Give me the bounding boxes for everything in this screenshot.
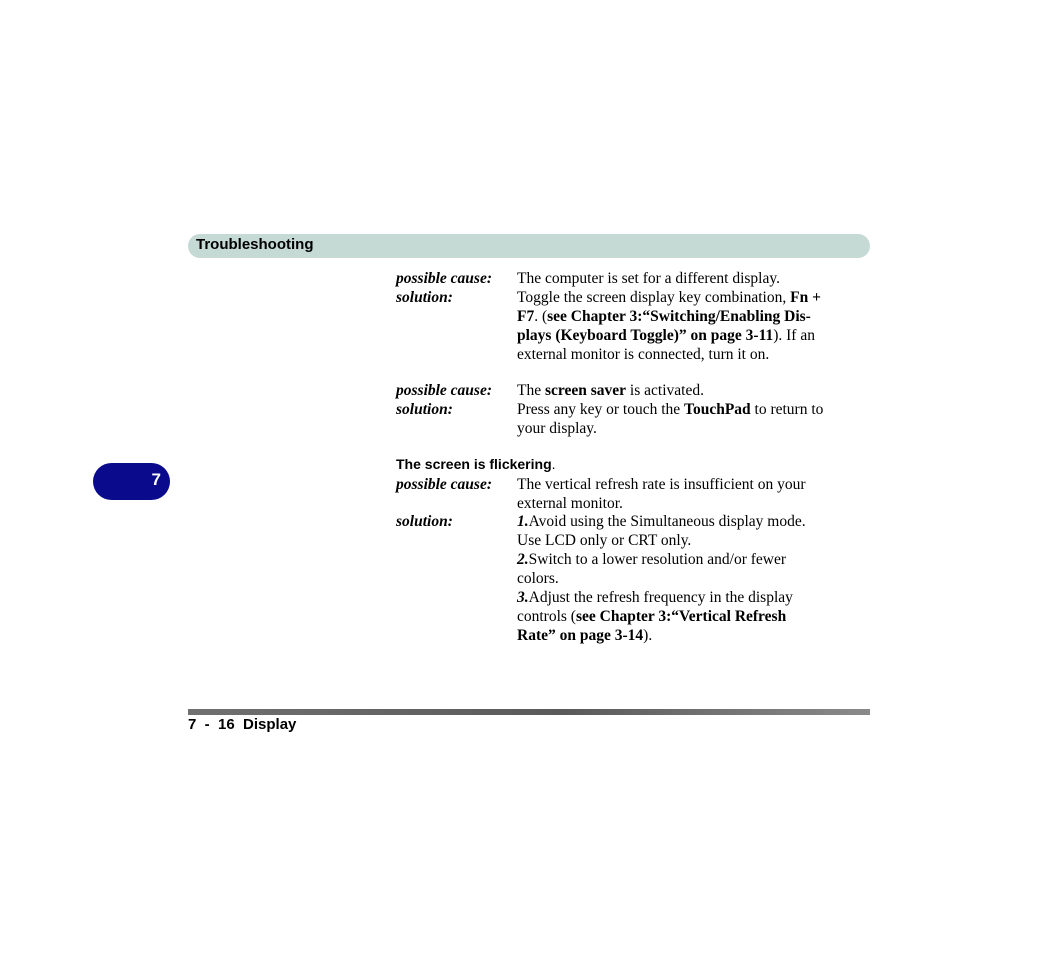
chapter-number: 7 [151, 470, 161, 489]
chapter-reference-link: see Chapter 3:“Switching/Enabling Dis- [547, 308, 811, 325]
solution-text: Press any key or touch the TouchPad to return to your display. [517, 401, 824, 437]
section-header-bar [188, 234, 870, 258]
solution-label: solution: [396, 289, 453, 306]
chapter-reference-link: see Chapter 3:“Vertical Refresh [575, 608, 787, 625]
cause-label: possible cause: [396, 382, 493, 399]
step-3: 3.Adjust the refresh frequency in the display [517, 589, 793, 606]
solution-label: solution: [396, 401, 453, 418]
section-title: Troubleshooting [196, 236, 314, 253]
solution-steps: 1.Avoid using the Simultaneous display mode. Use LCD only or CRT only. 2.Switch to a lower resolution and/or fewer colors. 3.Adjust the refresh frequency in the display controls (see Chapter 3:“Vertical Refresh Rate” on page 3-14). [517, 512, 837, 645]
chapter-tab [93, 463, 170, 500]
solution-label: solution: [396, 513, 453, 530]
step-1: 1.Avoid using the Simultaneous display mode. [517, 513, 806, 530]
cause-text: The vertical refresh rate is insufficient on your external monitor. [517, 476, 806, 512]
solution-text: Toggle the screen display key combination, Fn + F7. (see Chapter 3:“Switching/Enabling Dis- plays (Keyboard Toggle)” on page 3-11). If an external monitor is connected, turn it on. [517, 289, 821, 363]
cause-text: The computer is set for a different display. [517, 270, 780, 287]
cause-text: The screen saver is activated. [517, 382, 704, 399]
problem-subheading: The screen is flickering. [396, 456, 556, 472]
cause-label: possible cause: [396, 270, 493, 287]
page-footer: 7 - 16 Display [188, 716, 297, 733]
cause-label: possible cause: [396, 476, 493, 493]
footer-divider [188, 709, 870, 715]
step-2: 2.Switch to a lower resolution and/or fewer [517, 551, 787, 568]
